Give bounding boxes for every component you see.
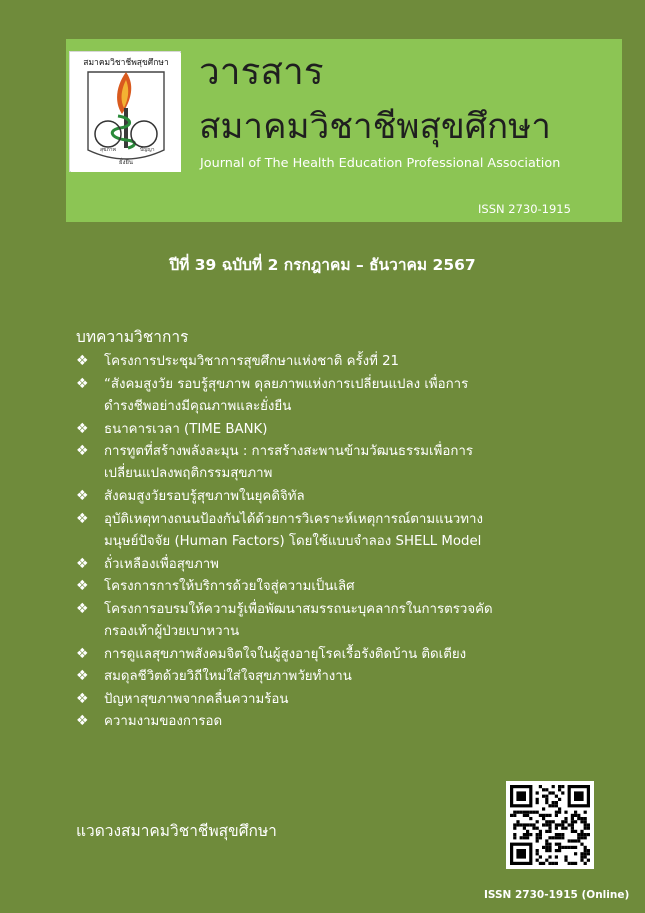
article-title: “สังคมสูงวัย รอบรู้สุขภาพ ดุลยภาพแห่งการเปลี่ยนแปลง เพื่อการ: [104, 376, 469, 392]
logo-small-right: ปัญญา: [140, 147, 155, 153]
article-item: [76, 485, 305, 508]
logo-top-text: สมาคมวิชาชีพสุขศึกษา: [83, 58, 169, 68]
diamond-bullet-icon: ❖: [76, 353, 89, 369]
article-item: [76, 665, 352, 688]
association-logo: [69, 51, 181, 172]
diamond-bullet-icon: ❖: [76, 713, 89, 729]
article-title: การดูแลสุขภาพสังคมจิตใจในผู้สูงอายุโรคเรื้อรังติดบ้าน ติดเตียง: [104, 646, 467, 662]
qr-code[interactable]: [506, 781, 594, 869]
logo-small-left: สุขภาพ: [100, 147, 116, 153]
issue-info: ปีที่ 39 ฉบับที่ 2 กรกฎาคม – ธันวาคม 2567: [169, 256, 476, 274]
article-title-continuation: มนุษย์ปัจจัย (Human Factors) โดยใช้แบบจำลอง SHELL Model: [104, 533, 482, 549]
article-item: [76, 350, 399, 373]
journal-title-line1: วารสาร: [199, 50, 324, 93]
diamond-bullet-icon: ❖: [76, 420, 89, 437]
article-title: โครงการการให้บริการด้วยใจสู่ความเป็นเลิศ: [104, 579, 355, 594]
issn-print: ISSN 2730-1915: [478, 202, 571, 216]
article-title: ความงามของการอด: [104, 714, 223, 729]
article-title: โครงการประชุมวิชาการสุขศึกษาแห่งชาติ ครั้งที่ 21: [104, 354, 400, 369]
article-item: [76, 373, 468, 418]
article-item: [76, 575, 355, 598]
section-heading-news: แวดวงสมาคมวิชาชีพสุขศึกษา: [76, 822, 277, 840]
article-title-continuation: ดำรงชีพอย่างมีคุณภาพและยั่งยืน: [104, 398, 292, 414]
article-title: ถั่วเหลืองเพื่อสุขภาพ: [104, 556, 219, 572]
article-title: ธนาคารเวลา (TIME BANK): [104, 421, 268, 437]
diamond-bullet-icon: ❖: [76, 645, 89, 662]
article-title: การทูตที่สร้างพลังละมุน : การสร้างสะพานข้ามวัฒนธรรมเพื่อการ: [104, 444, 473, 459]
article-item: [76, 418, 267, 441]
issn-online: ISSN 2730-1915 (Online): [484, 889, 630, 901]
journal-title-line2: สมาคมวิชาชีพสุขศึกษา: [199, 107, 551, 147]
diamond-bullet-icon: ❖: [76, 668, 89, 684]
diamond-bullet-icon: ❖: [76, 443, 89, 459]
article-title-continuation: กรองเท้าผู้ป่วยเบาหวาน: [104, 623, 240, 639]
journal-english-title: Journal of The Health Education Professional Association: [200, 156, 561, 171]
diamond-bullet-icon: ❖: [76, 375, 89, 392]
logo-bottom-text: ยั่งยืน: [118, 159, 134, 166]
article-item: [76, 710, 222, 733]
article-item: [76, 598, 493, 643]
article-title: อุบัติเหตุทางถนนป้องกันได้ด้วยการวิเคราะห์เหตุการณ์ตามแนวทาง: [104, 511, 483, 527]
article-item: [76, 440, 473, 485]
article-item: [76, 508, 483, 553]
article-title: ปัญหาสุขภาพจากคลื่นความร้อน: [104, 691, 289, 707]
diamond-bullet-icon: ❖: [76, 510, 89, 527]
section-heading-articles: บทความวิชาการ: [76, 328, 189, 346]
diamond-bullet-icon: ❖: [76, 578, 89, 594]
diamond-bullet-icon: ❖: [76, 488, 89, 504]
article-item: [76, 643, 466, 666]
diamond-bullet-icon: ❖: [76, 555, 89, 572]
article-title: สังคมสูงวัยรอบรู้สุขภาพในยุคดิจิทัล: [104, 489, 305, 504]
article-item: [76, 553, 219, 576]
diamond-bullet-icon: ❖: [76, 690, 89, 707]
article-title: โครงการอบรมให้ความรู้เพื่อพัฒนาสมรรถนะบุคลากรในการตรวจคัด: [104, 601, 493, 617]
article-item: [76, 688, 288, 711]
article-title-continuation: เปลี่ยนแปลงพฤติกรรมสุขภาพ: [104, 466, 273, 481]
article-title: สมดุลชีวิตด้วยวิถีใหม่ใส่ใจสุขภาพวัยทำงาน: [104, 669, 352, 684]
diamond-bullet-icon: ❖: [76, 600, 89, 617]
